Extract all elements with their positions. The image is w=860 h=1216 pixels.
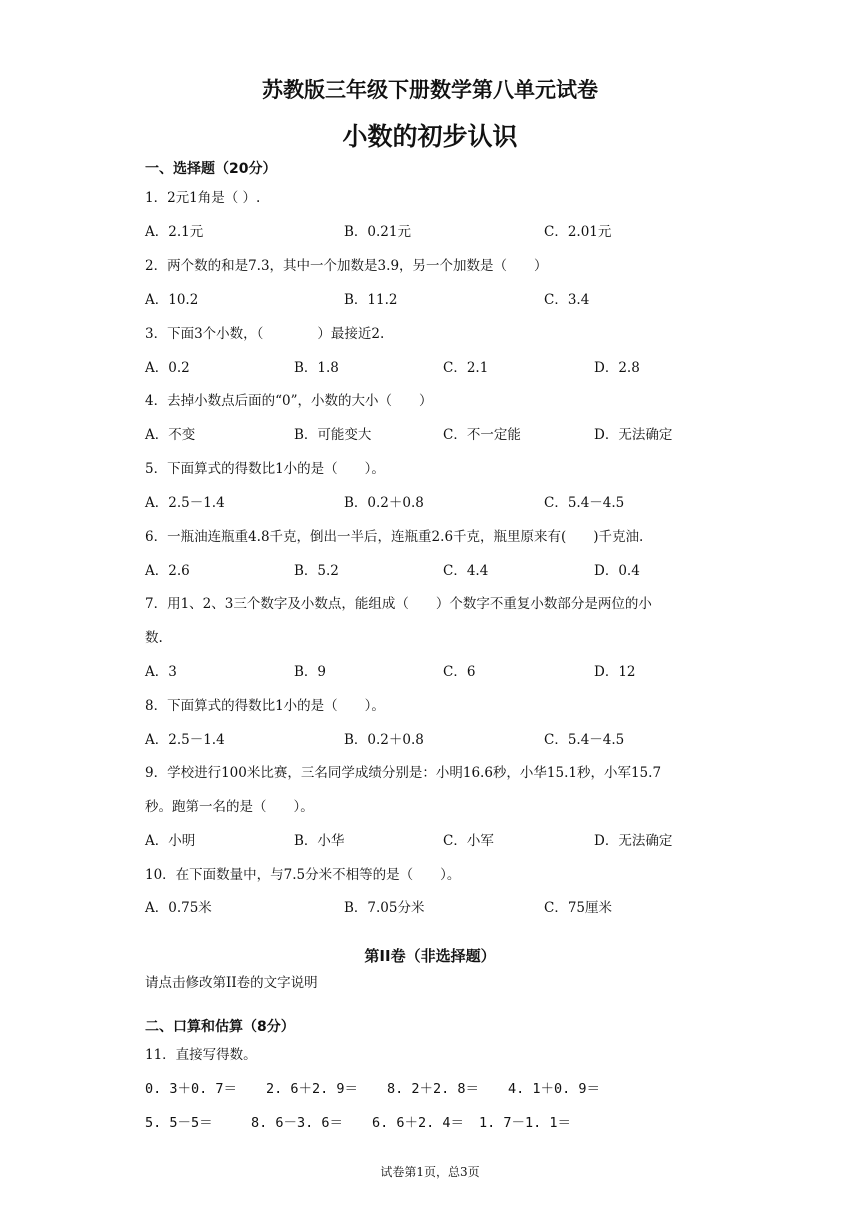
question-1-option-c: C．2.01元 (544, 224, 612, 240)
question-9-option-a: A．小明 (145, 833, 196, 849)
question-3-stem: 3．下面3个小数，（ ）最接近2. (145, 326, 385, 342)
question-9-option-b: B．小华 (294, 833, 345, 849)
question-2-option-a: A．10.2 (145, 292, 199, 308)
question-5-option-b: B．0.2＋0.8 (344, 495, 424, 511)
part-2-title: 第II卷（非选择题） (364, 947, 496, 965)
question-4-option-c: C．不一定能 (443, 427, 521, 443)
question-6-stem: 6．一瓶油连瓶重4.8千克，倒出一半后，连瓶重2.6千克，瓶里原来有( )千克油. (145, 529, 644, 545)
question-8-option-c: C．5.4－4.5 (544, 732, 625, 748)
part-2-note[interactable]: 请点击修改第II卷的文字说明 (145, 975, 318, 991)
question-11-stem: 11．直接写得数。 (145, 1047, 257, 1063)
question-10-stem: 10．在下面数量中，与7.5分米不相等的是（ ）。 (145, 867, 461, 883)
section-heading-mental-math: 二、口算和估算（8分） (145, 1019, 295, 1035)
question-8-option-a: A．2.5－1.4 (145, 732, 225, 748)
question-3-option-c: C．2.1 (443, 360, 489, 376)
question-9-option-c: C．小军 (443, 833, 494, 849)
question-10-option-b: B．7.05分米 (344, 900, 425, 916)
question-1-option-b: B．0.21元 (344, 224, 411, 240)
calc-item: 5. 5－5＝ (145, 1115, 213, 1131)
question-7-option-a: A．3 (145, 664, 177, 680)
question-9-option-d: D．无法确定 (594, 833, 673, 849)
question-6-option-c: C．4.4 (443, 563, 489, 579)
calc-item: 4. 1＋0. 9＝ (508, 1081, 601, 1097)
question-4-option-b: B．可能变大 (294, 427, 372, 443)
page-footer: 试卷第1页，总3页 (380, 1165, 480, 1179)
question-7-option-b: B．9 (294, 664, 327, 680)
calc-item: 8. 6－3. 6＝ (251, 1115, 344, 1131)
question-7-option-c: C．6 (443, 664, 476, 680)
question-5-stem: 5．下面算式的得数比1小的是（ ）。 (145, 461, 385, 477)
question-3-option-a: A．0.2 (145, 360, 190, 376)
question-9-stem: 9．学校进行100米比赛，三名同学成绩分别是：小明16.6秒，小华15.1秒，小军15.7 (145, 765, 662, 781)
section-heading-choice: 一、选择题（20分） (145, 161, 277, 177)
calc-item: 6. 6＋2. 4＝ (372, 1115, 465, 1131)
question-3-option-d: D．2.8 (594, 360, 640, 376)
question-6-option-a: A．2.6 (145, 563, 190, 579)
question-2-stem: 2．两个数的和是7.3，其中一个加数是3.9，另一个加数是（ ） (145, 258, 548, 274)
question-2-option-c: C．3.4 (544, 292, 590, 308)
question-4-stem: 4．去掉小数点后面的“0”，小数的大小（ ） (145, 393, 433, 409)
question-9-stem-continued: 秒。跑第一名的是（ ）。 (145, 799, 314, 815)
question-6-option-b: B．5.2 (294, 563, 339, 579)
question-4-option-d: D．无法确定 (594, 427, 673, 443)
calc-item: 0. 3＋0. 7＝ (145, 1081, 238, 1097)
calc-item: 2. 6＋2. 9＝ (266, 1081, 359, 1097)
question-1-option-a: A．2.1元 (145, 224, 204, 240)
question-7-stem: 7．用1、2、3三个数字及小数点，能组成（ ）个数字不重复小数部分是两位的小 (145, 596, 652, 612)
question-5-option-a: A．2.5－1.4 (145, 495, 225, 511)
question-10-option-a: A．0.75米 (145, 900, 212, 916)
question-5-option-c: C．5.4－4.5 (544, 495, 625, 511)
calc-item: 8. 2＋2. 8＝ (387, 1081, 480, 1097)
exam-subtitle: 小数的初步认识 (342, 122, 518, 151)
question-4-option-a: A．不变 (145, 427, 196, 443)
question-3-option-b: B．1.8 (294, 360, 339, 376)
exam-title: 苏教版三年级下册数学第八单元试卷 (262, 78, 598, 102)
question-2-option-b: B．11.2 (344, 292, 398, 308)
question-1-stem: 1．2元1角是（ ）. (145, 190, 261, 206)
question-8-stem: 8．下面算式的得数比1小的是（ ）。 (145, 698, 385, 714)
question-7-stem-continued: 数. (145, 630, 163, 646)
question-10-option-c: C．75厘米 (544, 900, 613, 916)
question-7-option-d: D．12 (594, 664, 636, 680)
calc-item: 1. 7－1. 1＝ (479, 1115, 572, 1131)
question-6-option-d: D．0.4 (594, 563, 640, 579)
question-8-option-b: B．0.2＋0.8 (344, 732, 424, 748)
